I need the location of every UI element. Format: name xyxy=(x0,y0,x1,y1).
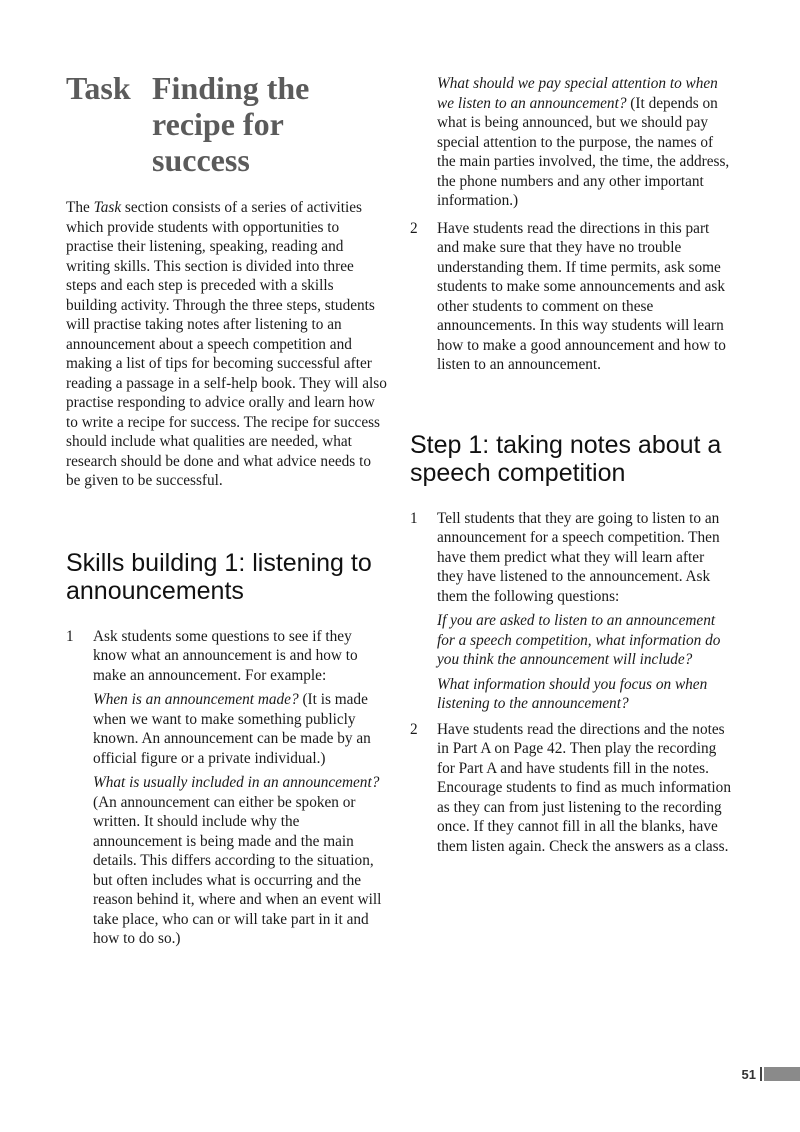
step-question-1: If you are asked to listen to an announcement for a speech competition, what information do you think the announcement will include? xyxy=(437,612,721,668)
page-tab-bar xyxy=(764,1067,800,1081)
page-number-tab xyxy=(734,1066,800,1082)
item-number: 2 xyxy=(410,219,418,237)
question-3: What should we pay special attention to when we listen to an announcement? (It depends on what is being announced, but we should pay special attention to the purpose, the names of the main parties involved, the time, the address, the phone numbers and any other important information.) xyxy=(437,75,730,209)
task-header xyxy=(66,70,388,178)
step-question-2: What information should you focus on when listening to the announcement? xyxy=(437,675,708,712)
step-item-2-text: Have students read the directions and the notes in Part A on Page 42. Then play the recording for Part A and have students fill in the notes. Encourage students to find as much information as they can from just listening to the recording once. If they cannot fill in all the blanks, have them listen again. Check the answers as a class. xyxy=(437,720,731,855)
item-number: 1 xyxy=(410,509,418,527)
task-title: Finding the recipe for success xyxy=(152,70,310,178)
skills-building-heading: Skills building 1: listening to announcements xyxy=(66,548,372,605)
skills-item-2 xyxy=(410,219,732,375)
question-1: When is an announcement made? (It is made when we want to make something publicly known. An announcement can be made by an official figure or a private individual.) xyxy=(93,691,371,767)
page-tab-divider xyxy=(760,1067,762,1081)
step-item-1-text: Tell students that they are going to listen to an announcement for a speech competition. Then have them predict what they will learn after they have listened to the announcement. Ask them the following questions: xyxy=(437,509,720,605)
left-column xyxy=(66,70,388,955)
item-number: 2 xyxy=(410,720,418,738)
step-item-2 xyxy=(410,720,732,857)
right-column xyxy=(410,74,732,862)
step-1-heading: Step 1: taking notes about a speech competition xyxy=(410,430,722,487)
skills-item-1 xyxy=(66,627,388,949)
skills-item-2-text: Have students read the directions in this part and make sure that they have no trouble understanding them. If time permits, ask some students to make some announcements and ask other students to comment on these announcements. In this way students will learn how to make a good announcement and how to listen to an announcement. xyxy=(437,219,726,373)
task-label: Task xyxy=(66,70,131,106)
item-number: 1 xyxy=(66,627,74,645)
step-item-1 xyxy=(410,509,732,714)
question-2: What is usually included in an announcement? (An announcement can either be spoken or written. It should include why the announcement is being made and the main details. This differs according to the situation, but often includes what is occurring and the reason behind it, where and when an event will take place, who can or will take part in it and how to do so.) xyxy=(93,774,382,947)
intro-italic: Task xyxy=(93,199,122,216)
page-number: 51 xyxy=(741,1066,756,1082)
question-3-continued xyxy=(410,74,732,211)
skills-item-1-text: Ask students some questions to see if they know what an announcement is and how to make an announcement. For example: xyxy=(93,627,358,684)
intro-paragraph: The Task section consists of a series of activities which provide students with opportunities to practise their listening, speaking, reading and writing skills. This section is divided into three steps and each step is preceded with a skills building activity. Through the three steps, students will practise taking notes after listening to an announcement about a speech competition and making a list of tips for becoming successful after reading a passage in a self-help book. They will also practise responding to advice orally and learn how to write a recipe for success. The recipe for success should include what qualities are needed, what research should be done and what advice needs to be given to be successful. xyxy=(66,199,387,489)
